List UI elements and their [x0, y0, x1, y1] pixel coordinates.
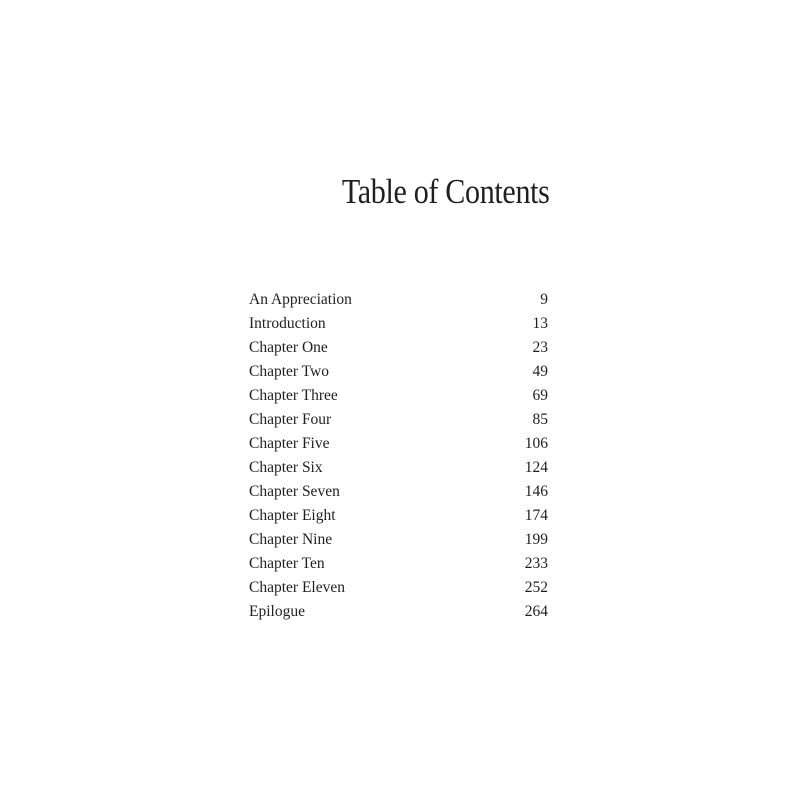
- toc-entry-label: Chapter Five: [249, 435, 330, 452]
- toc-entry-chapter-four: [249, 408, 549, 432]
- toc-entry-label: Chapter Four: [249, 411, 332, 428]
- toc-entry-page-number: 233: [524, 555, 548, 572]
- toc-entry-introduction: [249, 312, 549, 336]
- toc-entry-page-number: 106: [524, 435, 548, 452]
- toc-entry-page-number: 13: [532, 315, 548, 332]
- toc-entry-page-number: 252: [524, 579, 548, 596]
- toc-entry-chapter-five: [249, 432, 549, 456]
- toc-entry-label: An Appreciation: [249, 291, 352, 308]
- toc-entry-chapter-eleven: [249, 576, 549, 600]
- toc-entry-page-number: 85: [532, 411, 548, 428]
- toc-entry-page-number: 9: [540, 291, 548, 308]
- toc-entry-chapter-six: [249, 456, 549, 480]
- toc-entry-chapter-nine: [249, 528, 549, 552]
- toc-entry-chapter-eight: [249, 504, 549, 528]
- toc-entry-label: Introduction: [249, 315, 326, 332]
- toc-entry-page-number: 49: [532, 363, 548, 380]
- toc-entry-label: Chapter Eleven: [249, 579, 345, 596]
- toc-entry-label: Chapter Seven: [249, 483, 340, 500]
- toc-entry-page-number: 199: [524, 531, 548, 548]
- toc-entry-page-number: 69: [532, 387, 548, 404]
- toc-entry-label: Chapter Six: [249, 459, 323, 476]
- toc-entry-appreciation: [249, 288, 549, 312]
- toc-entry-chapter-three: [249, 384, 549, 408]
- toc-entry-chapter-one: [249, 336, 549, 360]
- toc-entry-chapter-two: [249, 360, 549, 384]
- toc-entry-label: Chapter Eight: [249, 507, 336, 524]
- page-title: Table of Contents: [342, 172, 550, 211]
- toc-entry-label: Chapter One: [249, 339, 328, 356]
- toc-entry-page-number: 146: [524, 483, 548, 500]
- toc-entry-page-number: 23: [532, 339, 548, 356]
- toc-entry-page-number: 264: [524, 603, 548, 620]
- toc-entry-label: Epilogue: [249, 603, 305, 620]
- toc-entry-label: Chapter Three: [249, 387, 338, 404]
- toc-entry-chapter-ten: [249, 552, 549, 576]
- toc-entry-label: Chapter Ten: [249, 555, 325, 572]
- toc-entry-chapter-seven: [249, 480, 549, 504]
- toc-entry-page-number: 174: [524, 507, 548, 524]
- toc-entry-epilogue: [249, 600, 549, 624]
- toc-entry-label: Chapter Nine: [249, 531, 333, 548]
- toc-entry-label: Chapter Two: [249, 363, 329, 380]
- toc-entry-page-number: 124: [524, 459, 548, 476]
- table-of-contents: [249, 288, 549, 624]
